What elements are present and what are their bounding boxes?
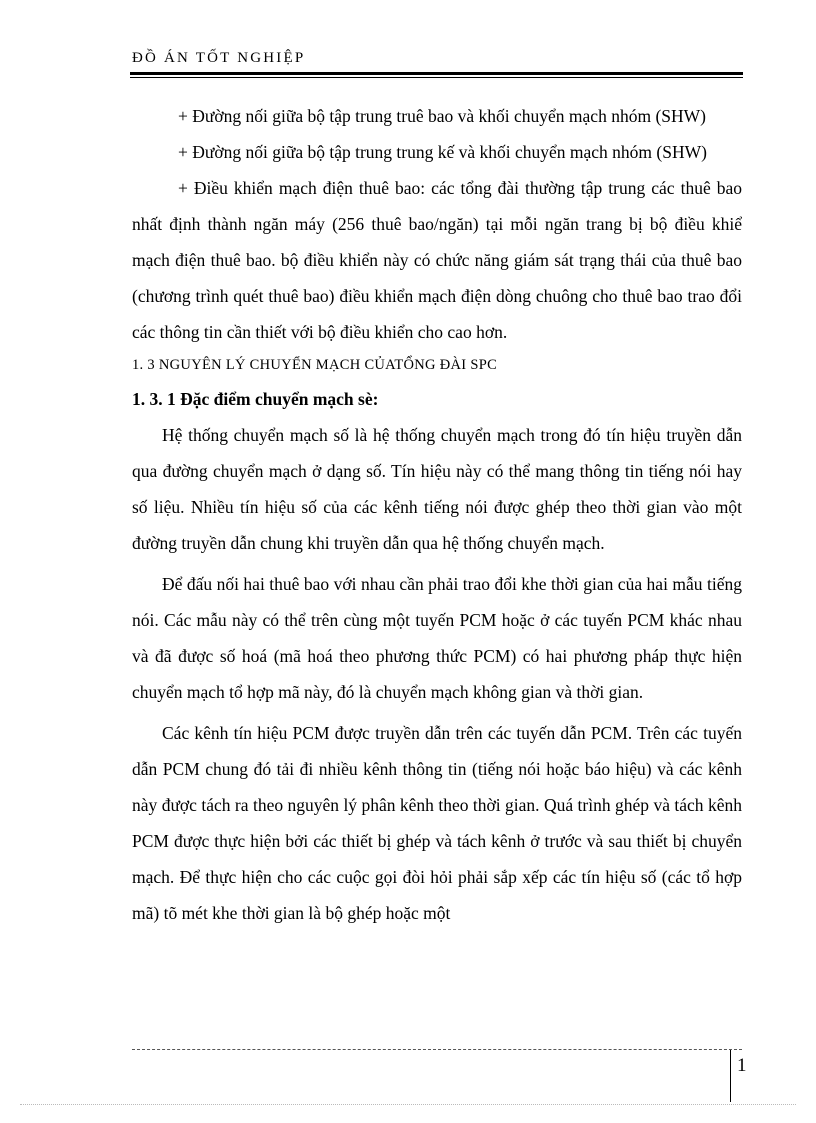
document-body	[132, 98, 742, 931]
paragraph-body-2: Để đấu nối hai thuê bao với nhau cần phải trao đổi khe thời gian của hai mẫu tiếng nói. Các mẫu này có thể trên cùng một tuyến PCM hoặc ở các tuyến PCM khác nhau và đã được số hoá (mã hoá theo phương thức PCM) có hai phương pháp thực hiện chuyển mạch tổ hợp mã này, đó là chuyển mạch không gian và thời gian.	[132, 574, 742, 702]
paragraph-body-1: Hệ thống chuyển mạch số là hệ thống chuyển mạch trong đó tín hiệu truyền dẫn qua đường chuyển mạch ở dạng số. Tín hiệu này có thể mang thông tin tiếng nói hay số liệu. Nhiều tín hiệu số của các kênh tiếng nói được ghép theo thời gian vào một đường truyền dẫn chung khi truyền dẫn qua hệ thống chuyển mạch.	[132, 425, 742, 553]
page-bottom-dotted-line	[20, 1104, 796, 1105]
page-header-title: ĐỒ ÁN TỐT NGHIỆP	[132, 50, 306, 66]
header-rule-thin	[130, 77, 743, 78]
paragraph-body-3: Các kênh tín hiệu PCM được truyền dẫn trên các tuyến dẫn PCM. Trên các tuyến dẫn PCM chung đó tải đi nhiều kênh thông tin (tiếng nói hoặc báo hiệu) và các kênh này được tách ra theo nguyên lý phân kênh theo thời gian. Quá trình ghép và tách kênh PCM được thực hiện bởi các thiết bị ghép và tách kênh ở trước và sau thiết bị chuyển mạch. Để thực hiện cho các cuộc gọi đòi hỏi phải sắp xếp các tín hiệu số (các tổ hợp mã) tõ mét khe thời gian là bộ ghép hoặc một	[132, 723, 742, 923]
subsection-heading: 1. 3. 1 Đặc điểm chuyển mạch sè:	[132, 389, 379, 409]
paragraph-bullet-2: + Đường nối giữa bộ tập trung trung kế và khối chuyển mạch nhóm (SHW)	[178, 142, 707, 162]
page-number: 1	[737, 1055, 747, 1076]
footer-rule	[132, 1049, 742, 1050]
paragraph-bullet-3: + Điều khiển mạch điện thuê bao: các tổng đài thường tập trung các thuê bao nhất định thành ngăn máy (256 thuê bao/ngăn) tại mỗi ngăn trang bị bộ điều khiể mạch điện thuê bao. bộ điều khiển này có chức năng giám sát trạng thái của thuê bao (chương trình quét thuê bao) điều khiển mạch điện dòng chuông cho thuê bao trao đổi các thông tin cần thiết với bộ điều khiển cho cao hơn.	[132, 178, 742, 342]
footer-vertical-rule	[730, 1050, 731, 1102]
header-rule-thick	[130, 72, 743, 75]
paragraph-bullet-1: + Đường nối giữa bộ tập trung truê bao và khối chuyển mạch nhóm (SHW)	[178, 106, 706, 126]
section-heading: 1. 3 NGUYÊN LÝ CHUYỂN MẠCH CỦATỔNG ĐÀI SPC	[132, 357, 498, 373]
